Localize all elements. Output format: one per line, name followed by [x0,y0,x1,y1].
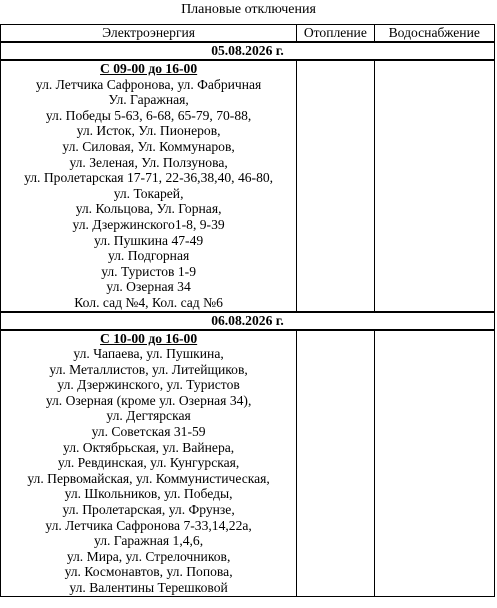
header-heating: Отопление [297,25,374,43]
street-line: ул. Металлистов, ул. Литейщиков, [49,361,248,377]
water-cell [374,330,495,597]
date-cell: 05.08.2026 г. [1,42,495,60]
street-line: ул. Гаражная 1,4,6, [94,533,204,549]
street-line: ул. Исток, Ул. Пионеров, [76,123,221,139]
electricity-cell [1,330,297,597]
street-line: ул. Кольцова, Ул. Горная, [75,201,222,217]
date-cell: 06.08.2026 г. [1,312,495,330]
street-line: ул. Пушкина 47-49 [94,232,204,248]
street-line: ул. Летчика Сафронова, ул. Фабричная [35,76,262,92]
time-range: С 09-00 до 16-00 [100,61,198,76]
electricity-cell [1,60,297,312]
street-line: ул. Победы 5-63, 6-68, 65-79, 70-88, [45,107,252,123]
street-line: ул. Чапаева, ул. Пушкина, [73,346,224,362]
heating-cell [297,60,374,312]
street-line: Кол. сад №4, Кол. сад №6 [74,294,223,310]
street-line: ул. Школьников, ул. Победы, [64,486,233,502]
street-line: ул. Валентины Терешковой [69,580,228,595]
street-line: ул. Дегтярская [106,408,191,424]
street-line: ул. Подгорная [107,248,190,264]
street-line: ул. Зеленая, Ул. Ползунова, [69,154,228,170]
date-row-1 [1,42,495,60]
street-line: ул. Дзержинского1-8, 9-39 [72,216,225,232]
street-line: ул. Октябрьская, ул. Вайнера, [63,439,235,455]
street-line: ул. Силовая, Ул. Коммунаров, [62,138,235,154]
time-range: С 10-00 до 16-00 [100,330,198,346]
page-title: Плановые отключения [181,2,316,17]
street-line: ул. Первомайская, ул. Коммунистическая, [27,470,270,486]
date-row-2 [1,312,495,330]
header-row [1,25,495,43]
water-cell [374,60,495,312]
header-electricity: Электроэнергия [1,25,297,43]
street-line: ул. Озерная 34 [106,279,191,295]
street-line: ул. Мира, ул. Стрелочников, [66,548,231,564]
schedule-row-2 [1,330,495,597]
street-line: ул. Советская 31-59 [91,424,206,440]
header-water: Водоснабжение [374,25,495,43]
heating-cell [297,330,374,597]
street-line: Ул. Гаражная, [108,92,189,108]
street-line: ул. Ревдинская, ул. Кунгурская, [57,455,240,471]
street-line: ул. Туристов 1-9 [101,263,196,279]
street-line: ул. Озерная (кроме ул. Озерная 34), [45,392,252,408]
street-line: ул. Дзержинского, ул. Туристов [57,377,240,393]
street-line: ул. Пролетарская 17-71, 22-36,38,40, 46-80, [24,170,274,186]
street-line: ул. Космонавтов, ул. Попова, [64,564,233,580]
street-line: ул. Пролетарская, ул. Фрунзе, [62,502,235,518]
schedule-row-1 [1,60,495,312]
outage-table [0,24,495,597]
street-line: ул. Летчика Сафронова 7-33,14,22а, [45,517,252,533]
street-line: ул. Токарей, [113,185,184,201]
